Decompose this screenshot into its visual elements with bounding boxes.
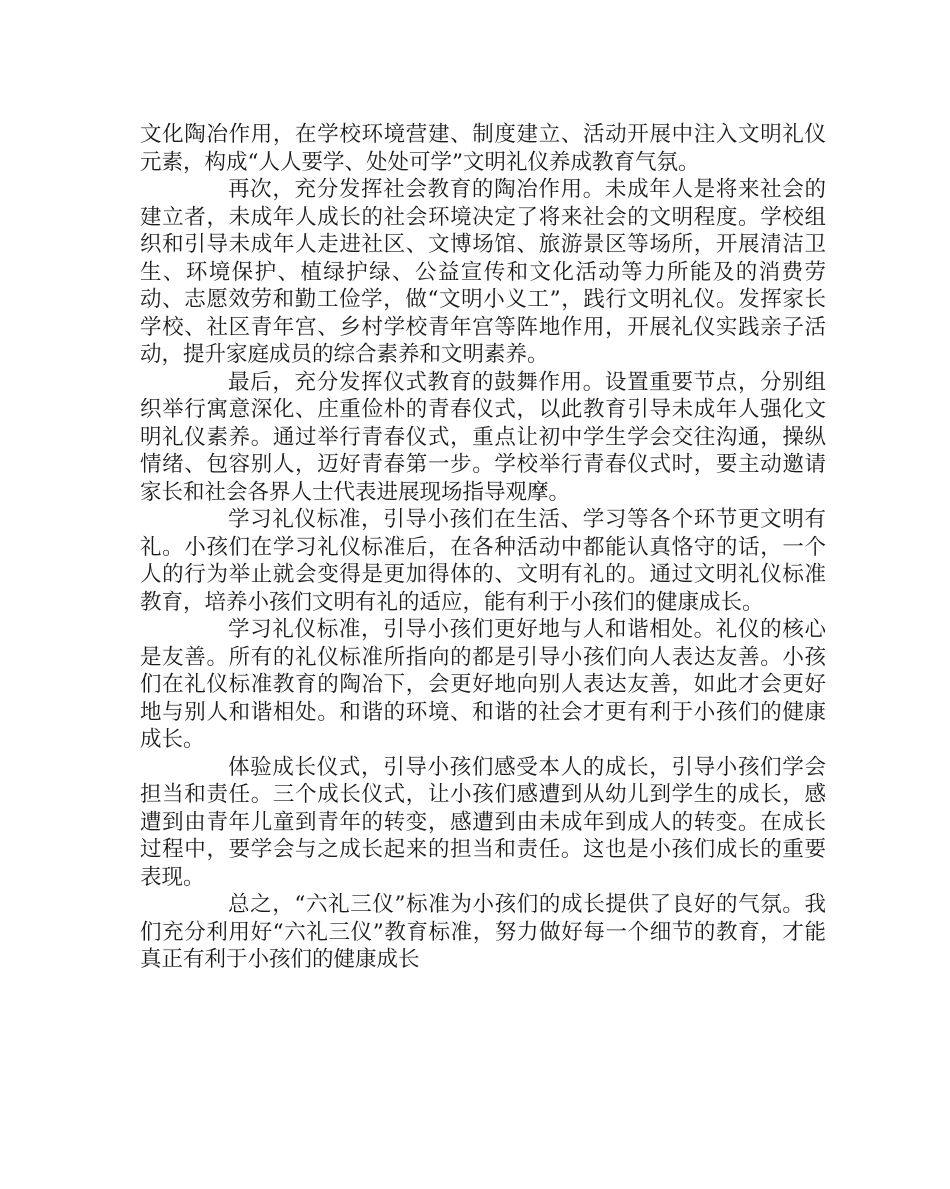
- paragraph-2: 再次，充分发挥社会教育的陶冶作用。未成年人是将来社会的建立者，未成年人成长的社会环境决定了将来社会的文明程度。学校组织和引导未成年人走进社区、文博场馆、旅游景区等场所，开展清洁卫生、环境保护、植绿护绿、公益宣传和文化活动等力所能及的消费劳动、志愿效劳和勤工俭学，做“文明小义工”，践行文明礼仪。发挥家长学校、社区青年宫、乡村学校青年宫等阵地作用，开展礼仪实践亲子活动，提升家庭成员的综合素养和文明素养。: [140, 177, 826, 367]
- paragraph-5: 学习礼仪标准，引导小孩们更好地与人和谐相处。礼仪的核心是友善。所有的礼仪标准所指向的都是引导小孩们向人表达友善。小孩们在礼仪标准教育的陶冶下，会更好地向别人表达友善，如此才会更好地与别人和谐相处。和谐的环境、和谐的社会才更有利于小孩们的健康成长。: [140, 617, 826, 752]
- paragraph-7: 总之，“六礼三仪”标准为小孩们的成长提供了良好的气氛。我们充分利用好“六礼三仪”教育标准，努力做好每一个细节的教育，才能真正有利于小孩们的健康成长: [140, 892, 826, 972]
- paragraph-3: 最后，充分发挥仪式教育的鼓舞作用。设置重要节点，分别组织举行寓意深化、庄重俭朴的青春仪式，以此教育引导未成年人强化文明礼仪素养。通过举行青春仪式，重点让初中学生学会交往沟通，操纵情绪、包容别人，迈好青春第一步。学校举行青春仪式时，要主动邀请家长和社会各界人士代表进展现场指导观摩。: [140, 369, 826, 505]
- paragraph-4: 学习礼仪标准，引导小孩们在生活、学习等各个环节更文明有礼。小孩们在学习礼仪标准后，在各种活动中都能认真恪守的话，一个人的行为举止就会变得是更加得体的、文明有礼的。通过文明礼仪标准教育，培养小孩们文明有礼的适应，能有利于小孩们的健康成长。: [140, 507, 826, 615]
- paragraph-6: 体验成长仪式，引导小孩们感受本人的成长，引导小孩们学会担当和责任。三个成长仪式，让小孩们感遭到从幼儿到学生的成长，感遭到由青年儿童到青年的转变，感遭到由未成年到成人的转变。在成长过程中，要学会与之成长起来的担当和责任。这也是小孩们成长的重要表现。: [140, 754, 826, 890]
- paragraph-1: 文化陶冶作用，在学校环境营建、制度建立、活动开展中注入文明礼仪元素，构成“人人要学、处处可学”文明礼仪养成教育气氛。: [140, 122, 826, 175]
- body-text: [140, 121, 826, 974]
